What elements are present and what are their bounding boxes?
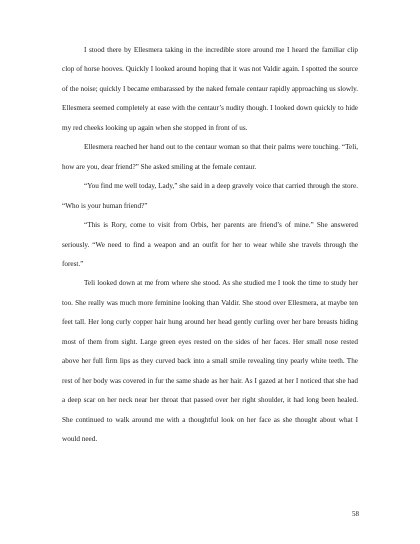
paragraph-1: I stood there by Ellesmera taking in the incredible store around me I heard the familiar clip clop of horse hooves. Quickly I looked around hoping that it was not Valdir again. I spotted the source of the noise; quickly I became embarassed by the naked female centaur rapidly approaching us slowly. Ellesmera seemed completely at ease with the centaur’s nudity though. I looked down quickly to hide my red cheeks looking up again when she stopped in front of us.	[62, 46, 358, 132]
paragraph-5: Teli looked down at me from where she stood. As she studied me I took the time to study her too. She really was much more feminine looking than Valdir. She stood over Ellesmera, at maybe ten feet tall. Her long curly copper hair hung around her head gently curling over her bare breasts hiding most of them from sight. Large green eyes rested on the sides of her faces. Her small nose rested above her full firm lips as they curved back into a small smile revealing tiny pearly white teeth. The rest of her body was covered in fur the same shade as her hair. As I gazed at her I noticed that she had a deep scar on her neck near her throat that passed over her right shoulder, it had long been healed. She continued to walk around me with a thoughtful look on her face as she thought about what I would need.	[62, 279, 358, 444]
body-text	[62, 41, 358, 450]
page-number: 58	[352, 510, 359, 518]
paragraph-3: “You find me well today, Lady,” she said in a deep gravely voice that carried through the store. “Who is your human friend?”	[62, 182, 358, 210]
paragraph-2: Ellesmera reached her hand out to the centaur woman so that their palms were touching. “Teli, how are you, dear friend?” She asked smiling at the female centaur.	[62, 143, 358, 171]
paragraph-4: “This is Rory, come to visit from Orbis, her parents are friend’s of mine.” She answered seriously. “We need to find a weapon and an outfit for her to wear while she travels through the forest.”	[62, 221, 358, 268]
